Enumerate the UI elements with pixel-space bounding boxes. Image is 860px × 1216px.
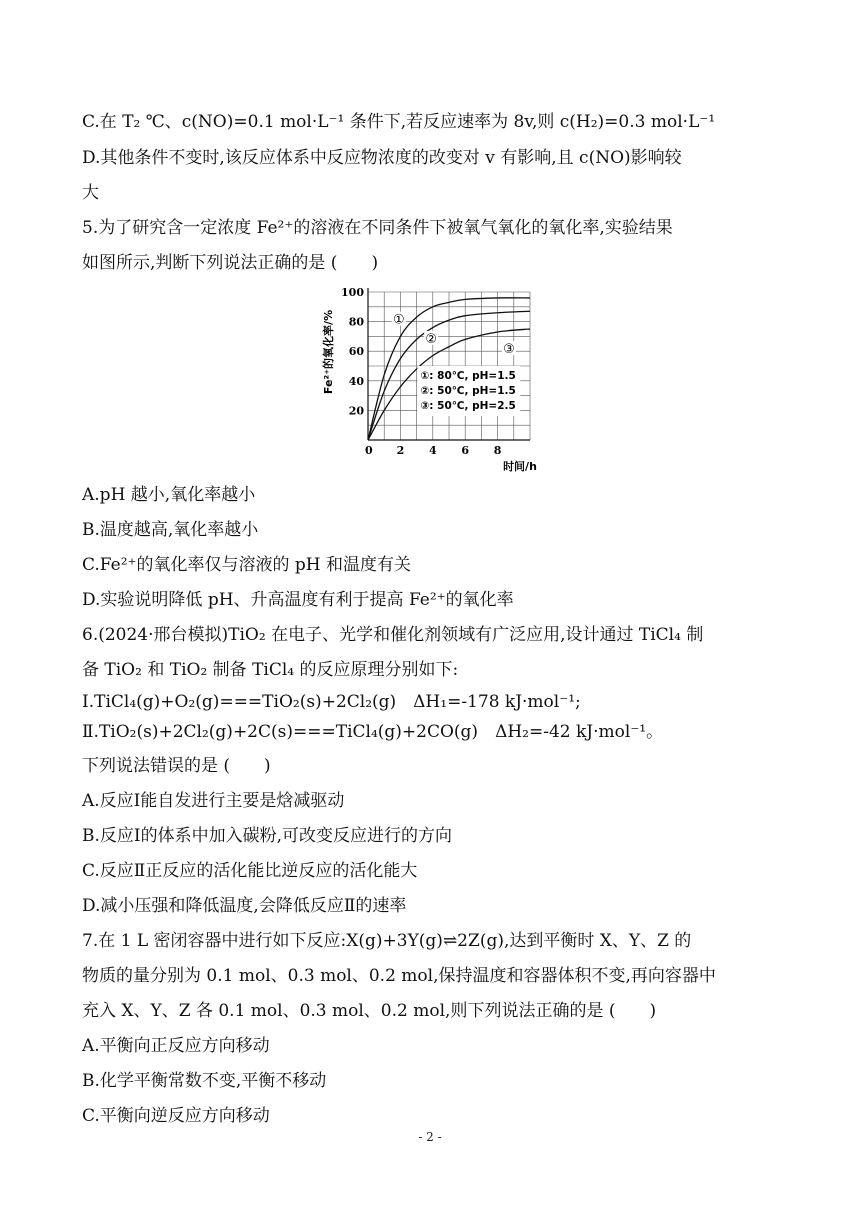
q6-option-d: D.减小压强和降低温度,会降低反应Ⅱ的速率: [82, 896, 407, 916]
x-tick-label: 4: [428, 444, 437, 457]
q7-option-c: C.平衡向逆反应方向移动: [82, 1106, 270, 1126]
q7-stem-line3: 充入 X、Y、Z 各 0.1 mol、0.3 mol、0.2 mol,则下列说法正确的是 ( ): [82, 1001, 657, 1021]
legend-entry-1: ①: 80℃, pH=1.5: [420, 370, 516, 382]
series-label-3: ③: [503, 342, 515, 358]
x-tick-label: 8: [493, 444, 502, 457]
origin-tick-label: 0: [365, 444, 373, 457]
q5-option-d: D.实验说明降低 pH、升高温度有利于提高 Fe²⁺的氧化率: [82, 590, 514, 610]
q6-option-b: B.反应Ⅰ的体系中加入碳粉,可改变反应进行的方向: [82, 826, 453, 846]
legend-entry-3: ③: 50℃, pH=2.5: [420, 400, 516, 412]
series-label-1: ①: [392, 312, 405, 328]
q4-option-c: C.在 T₂ ℃、c(NO)=0.1 mol·L⁻¹ 条件下,若反应速率为 8v,则 c(H₂)=0.3 mol·L⁻¹: [82, 112, 716, 132]
q6-stem-line2: 备 TiO₂ 和 TiO₂ 制备 TiCl₄ 的反应原理分别如下:: [82, 660, 459, 680]
q5-stem-line2: 如图所示,判断下列说法正确的是 ( ): [82, 253, 379, 273]
q6-question: 下列说法错误的是 ( ): [82, 756, 271, 776]
y-tick-label: 60: [348, 345, 364, 359]
y-tick-label: 80: [348, 315, 364, 329]
q5-option-a: A.pH 越小,氧化率越小: [82, 485, 256, 505]
q4-option-d-line2: 大: [82, 183, 99, 203]
q6-reaction-2: Ⅱ.TiO₂(s)+2Cl₂(g)+2C(s)===TiCl₄(g)+2CO(g) ΔH₂=-42 kJ·mol⁻¹。: [82, 722, 664, 742]
y-tick-label: 40: [348, 374, 364, 388]
page-number: - 2 -: [418, 1130, 442, 1144]
x-axis-label: 时间/h: [503, 460, 537, 472]
q7-option-b: B.化学平衡常数不变,平衡不移动: [82, 1071, 327, 1091]
q5-option-b: B.温度越高,氧化率越小: [82, 520, 259, 540]
series-label-2: ②: [425, 331, 438, 347]
legend-entry-2: ②: 50℃, pH=1.5: [420, 385, 516, 397]
q6-stem-line1: 6.(2024·邢台模拟)TiO₂ 在电子、光学和催化剂领域有广泛应用,设计通过 TiCl₄ 制: [82, 625, 704, 645]
y-tick-label: 100: [341, 286, 364, 299]
q4-option-d-line1: D.其他条件不变时,该反应体系中反应物浓度的改变对 v 有影响,且 c(NO)影响较: [82, 148, 682, 168]
q7-stem-line1: 7.在 1 L 密闭容器中进行如下反应:X(g)+3Y(g)⇌2Z(g),达到平衡时 X、Y、Z 的: [82, 931, 692, 951]
q7-option-a: A.平衡向正反应方向移动: [82, 1036, 270, 1056]
q6-option-c: C.反应Ⅱ正反应的活化能比逆反应的活化能大: [82, 861, 418, 881]
y-tick-label: 20: [348, 404, 364, 418]
x-tick-label: 2: [396, 444, 405, 457]
q5-stem-line1: 5.为了研究含一定浓度 Fe²⁺的溶液在不同条件下被氧气氧化的氧化率,实验结果: [82, 218, 673, 238]
oxidation-rate-chart: [318, 282, 550, 472]
y-axis-label: Fe²⁺的氧化率/%: [322, 309, 335, 395]
q6-option-a: A.反应Ⅰ能自发进行主要是焓减驱动: [82, 791, 345, 811]
chart-legend: [417, 366, 520, 416]
q6-reaction-1: Ⅰ.TiCl₄(g)+O₂(g)===TiO₂(s)+2Cl₂(g) ΔH₁=-178 kJ·mol⁻¹;: [82, 692, 581, 712]
q7-stem-line2: 物质的量分别为 0.1 mol、0.3 mol、0.2 mol,保持温度和容器体积不变,再向容器中: [82, 966, 716, 986]
q5-option-c: C.Fe²⁺的氧化率仅与溶液的 pH 和温度有关: [82, 555, 412, 575]
x-tick-label: 6: [461, 444, 470, 457]
